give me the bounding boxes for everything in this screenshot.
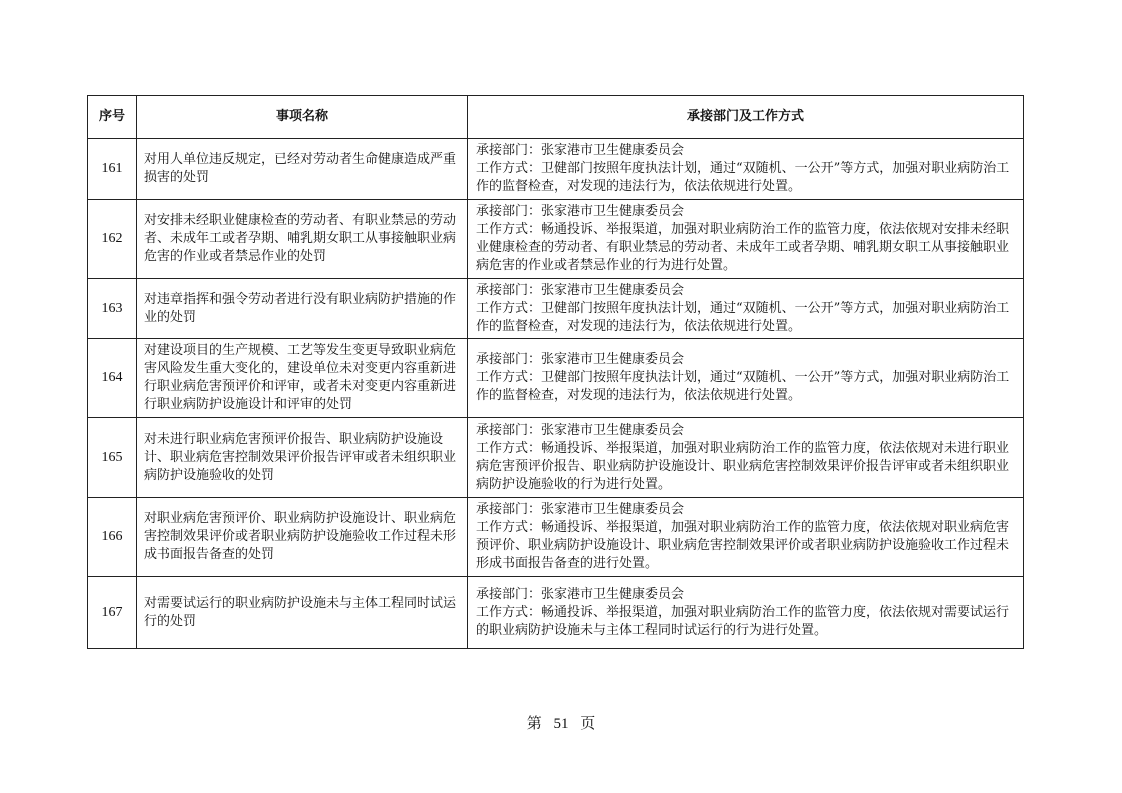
row-dept: 承接部门：张家港市卫生健康委员会 — [476, 143, 685, 158]
table-row — [88, 200, 1024, 279]
row-method: 工作方式：卫健部门按照年度执法计划，通过“双随机、一公开”等方式，加强对职业病防治工作的监督检查，对发现的违法行为，依法依规进行处置。 — [476, 161, 1010, 194]
row-dept: 承接部门：张家港市卫生健康委员会 — [476, 422, 685, 438]
page-prefix: 第 — [526, 716, 542, 732]
row-item-name: 对安排未经职业健康检查的劳动者、有职业禁忌的劳动者、未成年工或者孕期、哺乳期女职工从事接触职业病危害的作业或者禁忌作业的处罚 — [137, 200, 468, 279]
row-item-name: 对需要试运行的职业病防护设施未与主体工程同时试运行的处罚 — [137, 577, 468, 649]
row-number: 167 — [88, 577, 137, 649]
row-dept-cell — [468, 279, 1024, 339]
page-number: 51 — [553, 716, 569, 732]
table-row — [88, 498, 1024, 577]
row-dept: 承接部门：张家港市卫生健康委员会 — [476, 282, 685, 298]
row-method: 工作方式：卫健部门按照年度执法计划，通过“双随机、一公开”等方式，加强对职业病防治工作的监督检查，对发现的违法行为，依法依规进行处置。 — [476, 370, 1010, 403]
row-item-name: 对违章指挥和强令劳动者进行没有职业病防护措施的作业的处罚 — [137, 279, 468, 339]
row-method: 工作方式：畅通投诉、举报渠道，加强对职业病防治工作的监管力度，依法依规对职业病危害预评价、职业病防护设施设计、职业病危害控制效果评价或者职业病防护设施验收工作过程未形成书面报告备查的进行处置。 — [476, 520, 1010, 571]
table-row — [88, 577, 1024, 649]
table-row — [88, 279, 1024, 339]
row-item-name: 对用人单位违反规定，已经对劳动者生命健康造成严重损害的处罚 — [137, 139, 468, 200]
header-name: 事项名称 — [137, 96, 468, 139]
row-number: 165 — [88, 418, 137, 498]
row-dept-cell — [468, 577, 1024, 649]
items-table — [87, 95, 1024, 649]
header-number: 序号 — [88, 96, 137, 139]
row-method: 工作方式：畅通投诉、举报渠道，加强对职业病防治工作的监管力度，依法依规对未进行职业病危害预评价报告、职业病防护设施设计、职业病危害控制效果评价报告评审或者未组织职业病防护设施验收的行为进行处置。 — [476, 440, 1010, 492]
row-dept-cell — [468, 200, 1024, 279]
row-number: 163 — [88, 279, 137, 339]
row-dept-cell — [468, 339, 1024, 418]
page-footer — [0, 712, 1122, 733]
row-item-name: 对职业病危害预评价、职业病防护设施设计、职业病危害控制效果评价或者职业病防护设施验收工作过程未形成书面报告备查的处罚 — [137, 498, 468, 577]
row-method: 工作方式：畅通投诉、举报渠道，加强对职业病防治工作的监管力度，依法依规对安排未经职业健康检查的劳动者、有职业禁忌的劳动者、未成年工或者孕期、哺乳期女职工从事接触职业病危害的作业或者禁忌作业的行为进行处置。 — [476, 222, 1010, 273]
table-header-row — [88, 96, 1024, 139]
row-dept-cell — [468, 139, 1024, 200]
row-dept: 承接部门：张家港市卫生健康委员会 — [476, 502, 685, 517]
row-item-name: 对建设项目的生产规模、工艺等发生变更导致职业病危害风险发生重大变化的，建设单位未对变更内容重新进行职业病危害预评价和评审，或者未对变更内容重新进行职业病防护设施设计和评审的处罚 — [137, 339, 468, 418]
row-method: 工作方式：畅通投诉、举报渠道，加强对职业病防治工作的监管力度，依法依规对需要试运行的职业病防护设施未与主体工程同时试运行的行为进行处置。 — [476, 604, 1010, 638]
row-number: 161 — [88, 139, 137, 200]
row-number: 166 — [88, 498, 137, 577]
row-item-name: 对未进行职业病危害预评价报告、职业病防护设施设计、职业病危害控制效果评价报告评审或者未组织职业病防护设施验收的处罚 — [137, 418, 468, 498]
table-row — [88, 339, 1024, 418]
row-dept: 承接部门：张家港市卫生健康委员会 — [476, 586, 685, 602]
row-number: 164 — [88, 339, 137, 418]
row-dept: 承接部门：张家港市卫生健康委员会 — [476, 204, 685, 219]
row-method: 工作方式：卫健部门按照年度执法计划，通过“双随机、一公开”等方式，加强对职业病防治工作的监督检查，对发现的违法行为，依法依规进行处置。 — [476, 300, 1010, 334]
row-dept-cell — [468, 498, 1024, 577]
table-row — [88, 418, 1024, 498]
table-row — [88, 139, 1024, 200]
row-number: 162 — [88, 200, 137, 279]
row-dept-cell — [468, 418, 1024, 498]
page-suffix: 页 — [580, 716, 596, 732]
row-dept: 承接部门：张家港市卫生健康委员会 — [476, 352, 685, 367]
header-dept: 承接部门及工作方式 — [468, 96, 1024, 139]
